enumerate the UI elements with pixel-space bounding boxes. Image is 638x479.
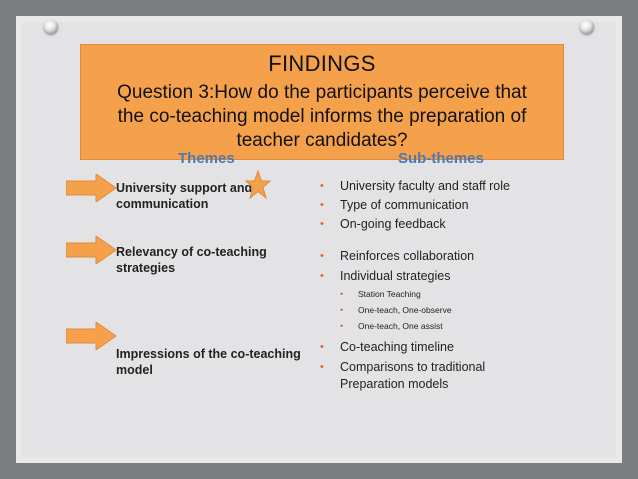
subtheme-text: Co-teaching timeline [340,340,454,354]
theme-1-line-2: communication [116,197,209,211]
theme-3-line-1: Impressions of the co-teaching [116,347,301,361]
pin-icon [580,20,594,34]
list-item: • Reinforces collaboration [320,249,475,263]
subtheme-text: Type of communication [340,198,469,212]
subthemes-header: Sub-themes [398,150,484,167]
list-item: • One-teach, One-observe [340,305,452,315]
list-item: • Co-teaching timeline [320,340,454,354]
subtheme-text: On-going feedback [340,217,446,231]
right-arrow-icon [66,236,116,264]
right-arrow-icon [66,174,116,202]
subtheme-text: University faculty and staff role [340,179,510,193]
slide-heading: FINDINGS [268,51,376,76]
list-item: • Individual strategies [320,269,451,283]
list-item [318,376,485,393]
subtheme-list [318,248,474,332]
list-item: • Comparisons to traditional [320,360,486,374]
subtheme-text: Reinforces collaboration [340,249,475,263]
list-item: • Station Teaching [340,289,421,299]
list-item: • Type of communication [320,198,469,212]
star-icon [245,170,271,200]
theme-item [116,346,301,378]
theme-1-line-1: University support and [116,181,253,195]
subtheme-text: Comparisons to traditional [340,360,486,374]
theme-item [116,180,252,212]
subtheme-subtext: One-teach, One-observe [358,305,452,315]
title-box [80,44,564,160]
subtheme-subtext: Station Teaching [358,289,421,299]
pin-icon [44,20,58,34]
themes-header: Themes [178,150,235,167]
theme-2-line-1: Relevancy of co-teaching [116,245,267,259]
subtheme-text: Individual strategies [340,269,451,283]
list-item: • On-going feedback [320,217,446,231]
question-line-1: Question 3:How do the participants perceive that [117,82,527,103]
theme-item [116,244,267,276]
list-item: • One-teach, One assist [340,321,443,331]
question-line-3: teacher candidates? [236,130,408,151]
subtheme-text: Preparation models [340,377,449,391]
list-item: • University faculty and staff role [320,179,510,193]
question-line-2: the co-teaching model informs the preparation of [117,106,527,127]
subtheme-list [318,339,485,393]
question-text [91,81,553,153]
subtheme-subtext: One-teach, One assist [358,321,443,331]
theme-3-line-2: model [116,363,153,377]
theme-2-line-2: strategies [116,261,176,275]
subtheme-list [318,178,510,233]
right-arrow-icon [66,322,116,350]
